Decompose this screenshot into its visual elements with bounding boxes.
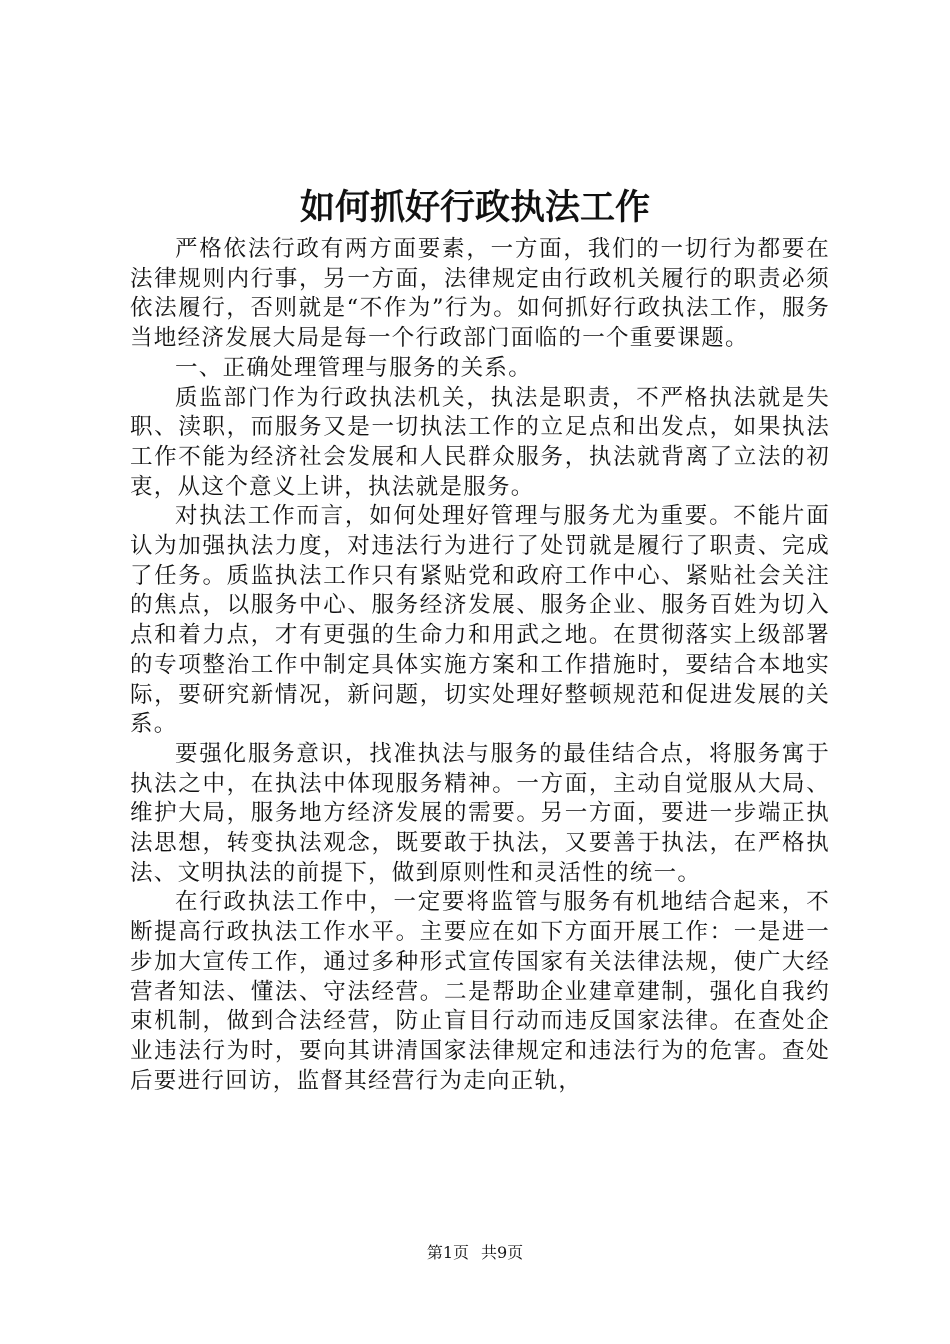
paragraph-management-service: 对执法工作而言，如何处理好管理与服务尤为重要。不能片面认为加强执法力度，对违法行为进行了处罚就是履行了职责、完成了任务。质监执法工作只有紧贴党和政府工作中心、紧贴社会关注的焦点，以服务中心、服务经济发展、服务企业、服务百姓为切入点和着力点，才有更强的生命力和用武之地。在贯彻落实上级部署的专项整治工作中制定具体实施方案和工作措施时，要结合本地实际，要研究新情况，新问题，切实处理好整顿规范和促进发展的关系。 — [130, 503, 830, 738]
page-number-current: 第1页 — [426, 1243, 469, 1262]
paragraph-service-awareness: 要强化服务意识，找准执法与服务的最佳结合点，将服务寓于执法之中，在执法中体现服务精神。一方面，主动自觉服从大局、维护大局，服务地方经济发展的需要。另一方面，要进一步端正执法思想，转变执法观念，既要敢于执法，又要善于执法，在严格执法、文明执法的前提下，做到原则性和灵活性的统一。 — [130, 740, 830, 886]
page-footer — [0, 1242, 950, 1264]
section-heading-1: 一、正确处理管理与服务的关系。 — [175, 354, 533, 381]
page-number-total: 共9页 — [481, 1243, 524, 1262]
document-body — [130, 235, 830, 1096]
paragraph-supervision: 在行政执法工作中，一定要将监管与服务有机地结合起来，不断提高行政执法工作水平。主要应在如下方面开展工作：一是进一步加大宣传工作，通过多种形式宣传国家有关法律法规，使广大经营者知法、懂法、守法经营。二是帮助企业建章建制，强化自我约束机制，做到合法经营，防止盲目行动而违反国家法律。在查处企业违法行为时，要向其讲清国家法律规定和违法行为的危害。查处后要进行回访，监督其经营行为走向正轨， — [130, 889, 830, 1094]
document-title: 如何抓好行政执法工作 — [299, 187, 650, 228]
paragraph-duty: 质监部门作为行政执法机关，执法是职责，不严格执法就是失职、渎职，而服务又是一切执法工作的立足点和出发点，如果执法工作不能为经济社会发展和人民群众服务，执法就背离了立法的初衷，从这个意义上讲，执法就是服务。 — [130, 384, 830, 500]
paragraph-intro: 严格依法行政有两方面要素，一方面，我们的一切行为都要在法律规则内行事，另一方面，法律规定由行政机关履行的职责必须依法履行，否则就是“不作为”行为。如何抓好行政执法工作，服务当地经济发展大局是每一个行政部门面临的一个重要课题。 — [130, 236, 830, 352]
